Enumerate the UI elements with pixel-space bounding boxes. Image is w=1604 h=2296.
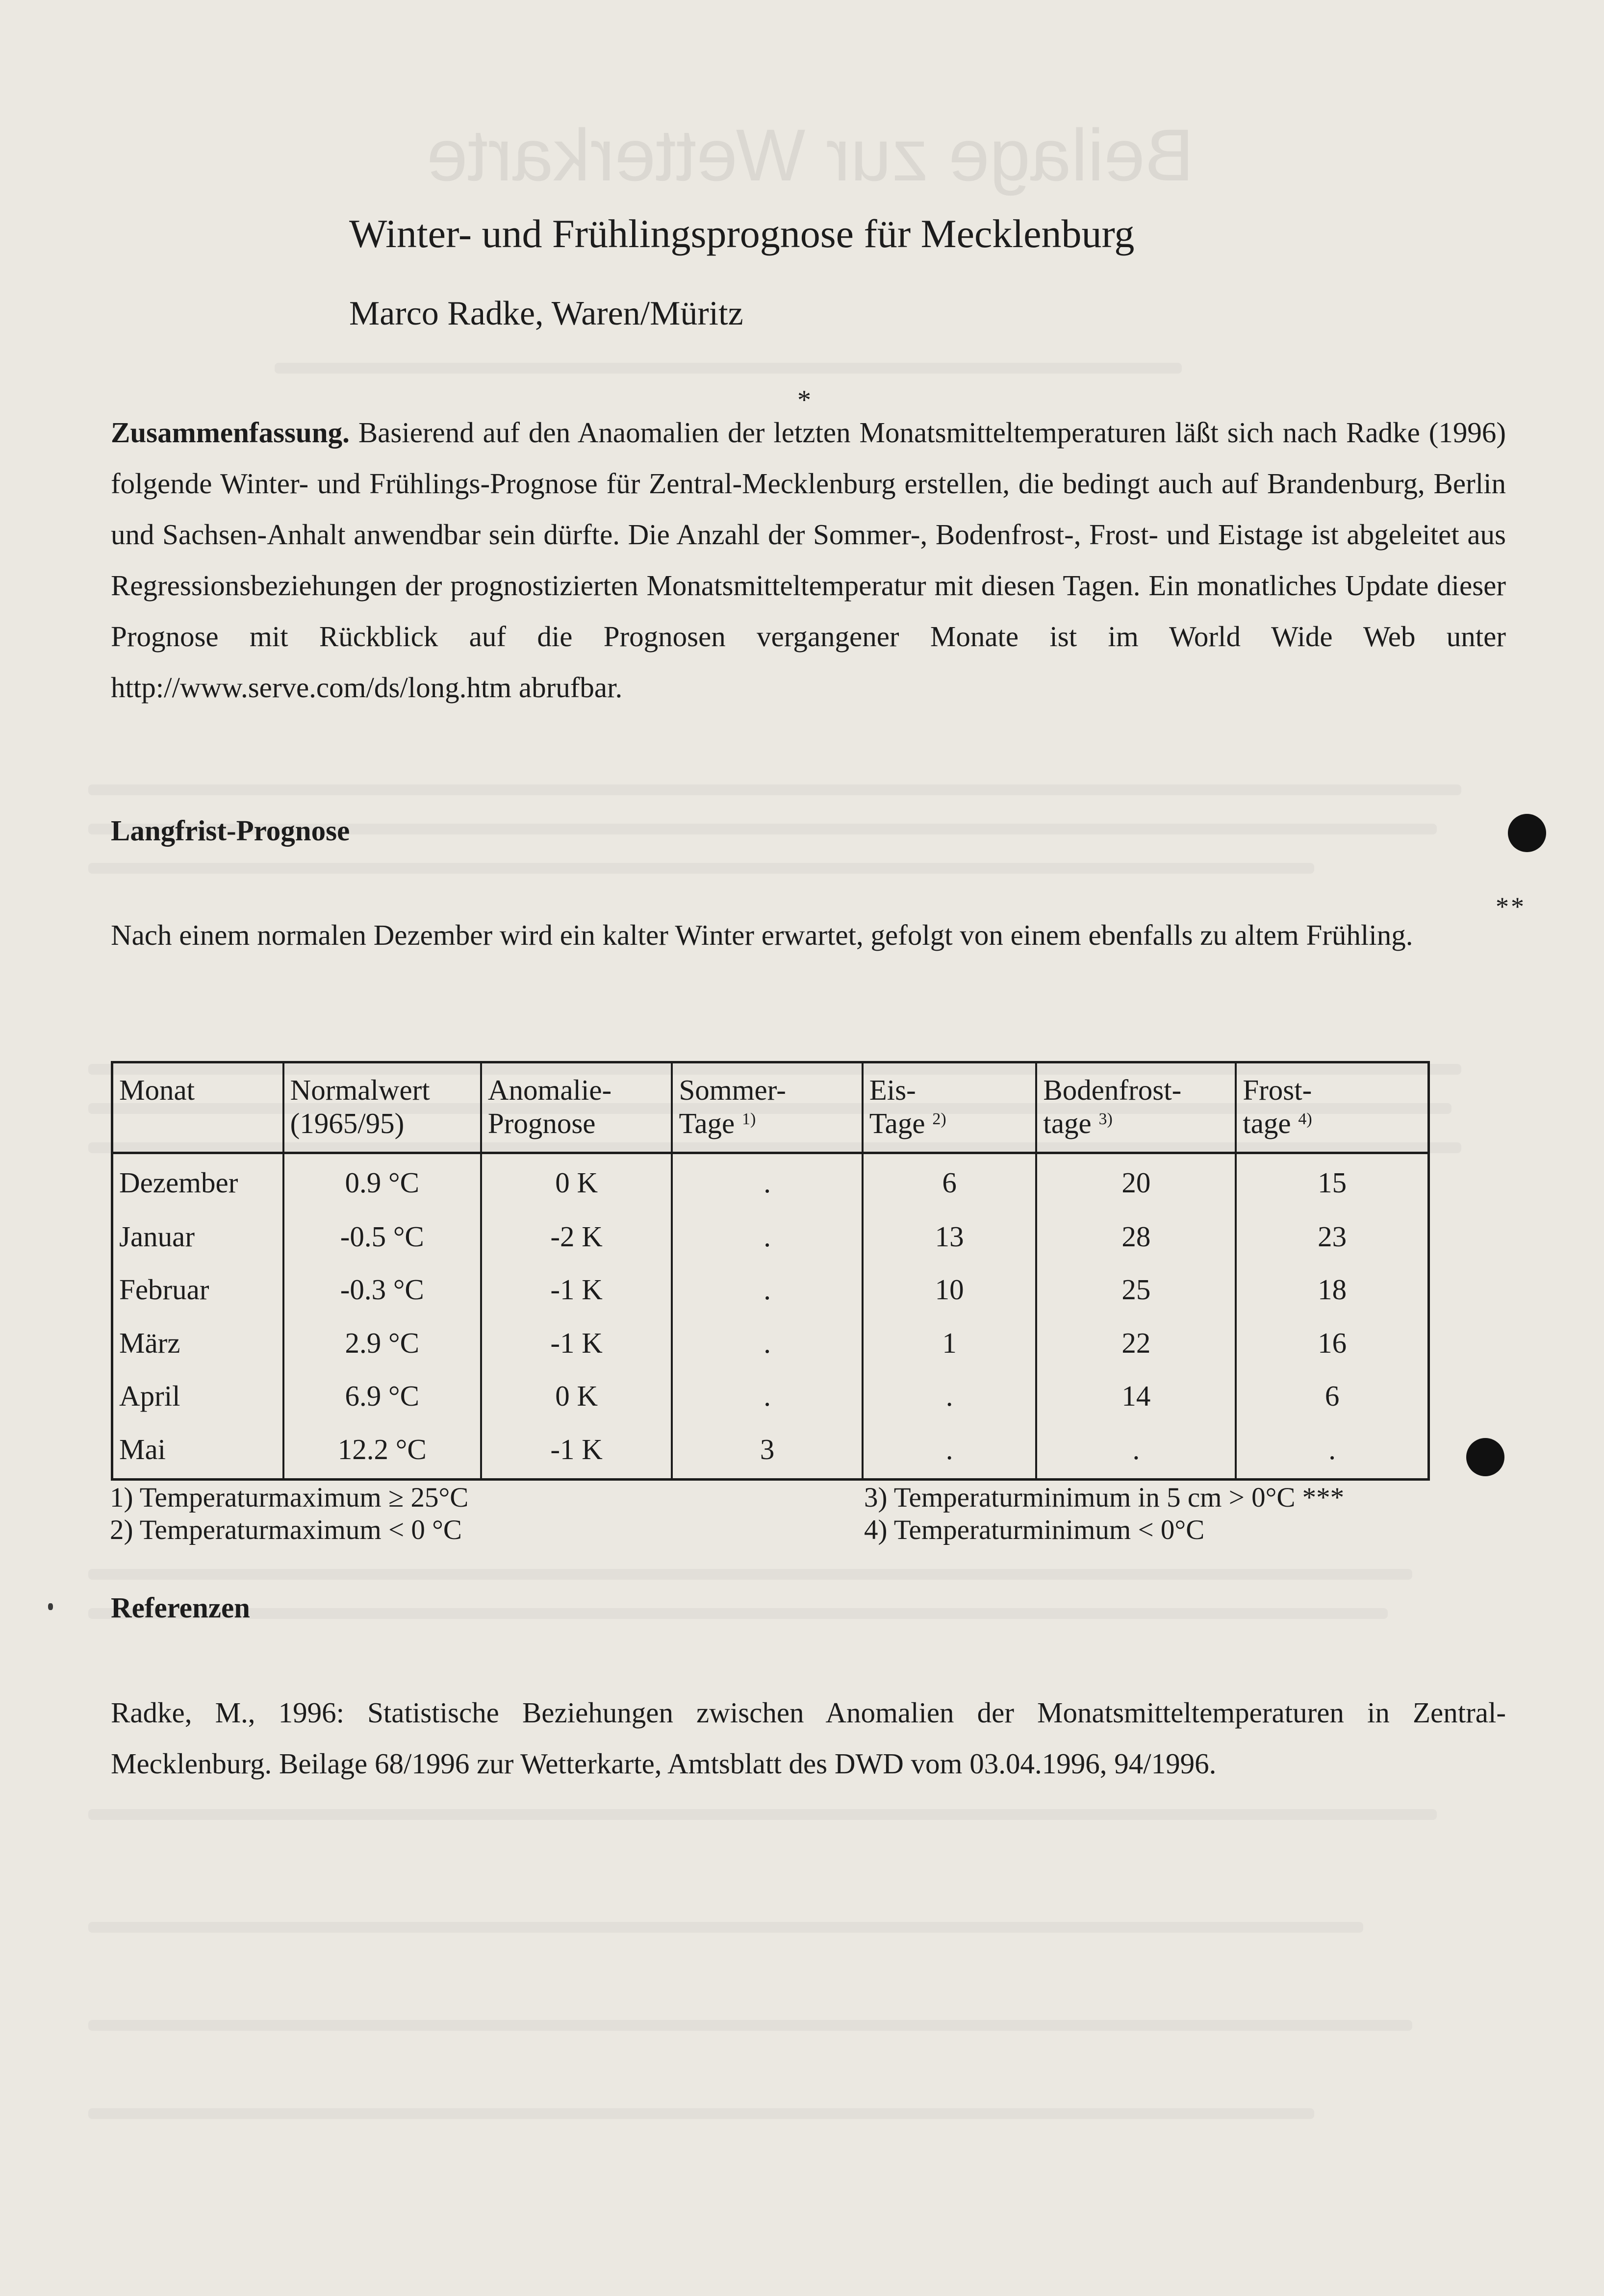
ghost-line (275, 363, 1182, 374)
footnotes-right (864, 1482, 1344, 1546)
cell-normalwert: 2.9 °C (283, 1318, 481, 1372)
footnote-3: 3) Temperaturminimum in 5 cm > 0°C *** (864, 1482, 1345, 1513)
col-header-monat: Monat (112, 1062, 283, 1153)
cell-anomalie: 0 K (481, 1371, 672, 1425)
cell-normalwert: 12.2 °C (283, 1425, 481, 1479)
table-row (112, 1371, 1429, 1425)
cell-monat: Februar (112, 1265, 283, 1318)
cell-eistage: 10 (863, 1265, 1037, 1318)
col-header-normalwert: Normalwert (1965/95) (283, 1062, 481, 1153)
cell-eistage: . (863, 1425, 1037, 1479)
col-header-sommertage: Sommer- Tage $^{1)}$ (672, 1062, 862, 1153)
paper-speck (48, 1603, 53, 1610)
cell-sommertage: 3 (672, 1425, 862, 1479)
cell-frosttage: 15 (1236, 1153, 1428, 1212)
table-row (112, 1318, 1429, 1372)
cell-monat: Dezember (112, 1153, 283, 1212)
cell-sommertage: . (672, 1153, 862, 1212)
langfrist-footnote-stars: ** (1496, 892, 1526, 921)
cell-bodenfrosttage: 20 (1036, 1153, 1236, 1212)
ghost-line (88, 1809, 1437, 1820)
cell-bodenfrosttage: 22 (1036, 1318, 1236, 1372)
table-header-row (112, 1062, 1429, 1153)
ghost-line (88, 1608, 1388, 1619)
cell-normalwert: 6.9 °C (283, 1371, 481, 1425)
cell-eistage: 1 (863, 1318, 1037, 1372)
cell-bodenfrosttage: 28 (1036, 1212, 1236, 1265)
cell-sommertage: . (672, 1212, 862, 1265)
cell-monat: Mai (112, 1425, 283, 1479)
cell-bodenfrosttage: . (1036, 1425, 1236, 1479)
abstract-text: Basierend auf den Anaomalien der letzten Monatsmitteltemperaturen läßt sich nach Radke (1996) folgende Winter- und Frühlings-Prognose für Zentral-Mecklenburg erstellen, die bedingt auch auf Brandenburg, Berlin und Sachsen-Anhalt anwendbar sein dürfte. Die Anzahl der Sommer-, Bodenfrost-, Frost- und Eistage ist abgeleitet aus Regressionsbeziehungen der prognostizierten Monatsmitteltemperatur mit diesen Tagen. Ein monatliches Update dieser Prognose mit Rückblick auf die Prognosen vergangener Monate ist im World Wide Web unter http://www.serve.com/ds/long.htm abrufbar. (111, 416, 1506, 704)
table-row (112, 1153, 1429, 1212)
langfrist-paragraph: Nach einem normalen Dezember wird ein kalter Winter erwartet, gefolgt von einem ebenfalls zu altem Frühling. (111, 919, 1413, 951)
ghost-line (88, 863, 1314, 874)
cell-anomalie: -1 K (481, 1318, 672, 1372)
ghost-line (88, 1922, 1363, 1933)
ghost-line (88, 1569, 1412, 1580)
abstract-paragraph (111, 407, 1506, 713)
cell-anomalie: 0 K (481, 1153, 672, 1212)
section-heading-referenzen: Referenzen (111, 1591, 250, 1624)
author-line: Marco Radke, Waren/Müritz (349, 295, 743, 332)
mirrored-heading-ghost: Beilage zur Wetterkarte (427, 114, 1194, 196)
section-heading-langfrist: Langfrist-Prognose (111, 814, 350, 847)
ghost-line (88, 784, 1461, 795)
cell-frosttage: . (1236, 1425, 1428, 1479)
table-row (112, 1212, 1429, 1265)
page-title: Winter- und Frühlingsprognose für Mecklenburg (349, 211, 1135, 256)
ghost-line (88, 2108, 1314, 2119)
cell-sommertage: . (672, 1265, 862, 1318)
abstract-lead: Zusammenfassung. (111, 416, 350, 449)
cell-bodenfrosttage: 25 (1036, 1265, 1236, 1318)
table-row (112, 1425, 1429, 1479)
cell-eistage: . (863, 1371, 1037, 1425)
col-header-eistage: Eis- Tage $^{2)}$ (863, 1062, 1037, 1153)
cell-monat: März (112, 1318, 283, 1372)
punch-hole (1508, 814, 1546, 852)
footnote-1: 1) Temperaturmaximum ≥ 25°C (110, 1482, 469, 1513)
cell-monat: April (112, 1371, 283, 1425)
cell-normalwert: 0.9 °C (283, 1153, 481, 1212)
footnote-2: 2) Temperaturmaximum < 0 °C (110, 1514, 462, 1545)
cell-bodenfrosttage: 14 (1036, 1371, 1236, 1425)
table-row (112, 1265, 1429, 1318)
cell-anomalie: -1 K (481, 1425, 672, 1479)
cell-normalwert: -0.5 °C (283, 1212, 481, 1265)
reference-entry: Radke, M., 1996: Statistische Beziehungen zwischen Anomalien der Monatsmitteltemperaturen in Zentral-Mecklenburg. Beilage 68/1996 zur Wetterkarte, Amtsblatt des DWD vom 03.04.1996, 94/1996. (111, 1696, 1506, 1780)
cell-frosttage: 18 (1236, 1265, 1428, 1318)
cell-frosttage: 16 (1236, 1318, 1428, 1372)
footnotes-left (110, 1482, 468, 1546)
forecast-table (111, 1061, 1430, 1481)
cell-anomalie: -2 K (481, 1212, 672, 1265)
cell-eistage: 13 (863, 1212, 1037, 1265)
punch-hole (1466, 1438, 1504, 1476)
col-header-frosttage: Frost- tage $^{4)}$ (1236, 1062, 1428, 1153)
abstract-footnote-star: * (797, 385, 811, 415)
cell-normalwert: -0.3 °C (283, 1265, 481, 1318)
cell-frosttage: 6 (1236, 1371, 1428, 1425)
cell-sommertage: . (672, 1318, 862, 1372)
cell-sommertage: . (672, 1371, 862, 1425)
ghost-line (88, 2020, 1412, 2031)
cell-eistage: 6 (863, 1153, 1037, 1212)
cell-frosttage: 23 (1236, 1212, 1428, 1265)
cell-monat: Januar (112, 1212, 283, 1265)
col-header-anomalie: Anomalie- Prognose (481, 1062, 672, 1153)
footnote-4: 4) Temperaturminimum < 0°C (864, 1514, 1205, 1545)
cell-anomalie: -1 K (481, 1265, 672, 1318)
col-header-bodenfrosttage: Bodenfrost- tage $^{3)}$ (1036, 1062, 1236, 1153)
